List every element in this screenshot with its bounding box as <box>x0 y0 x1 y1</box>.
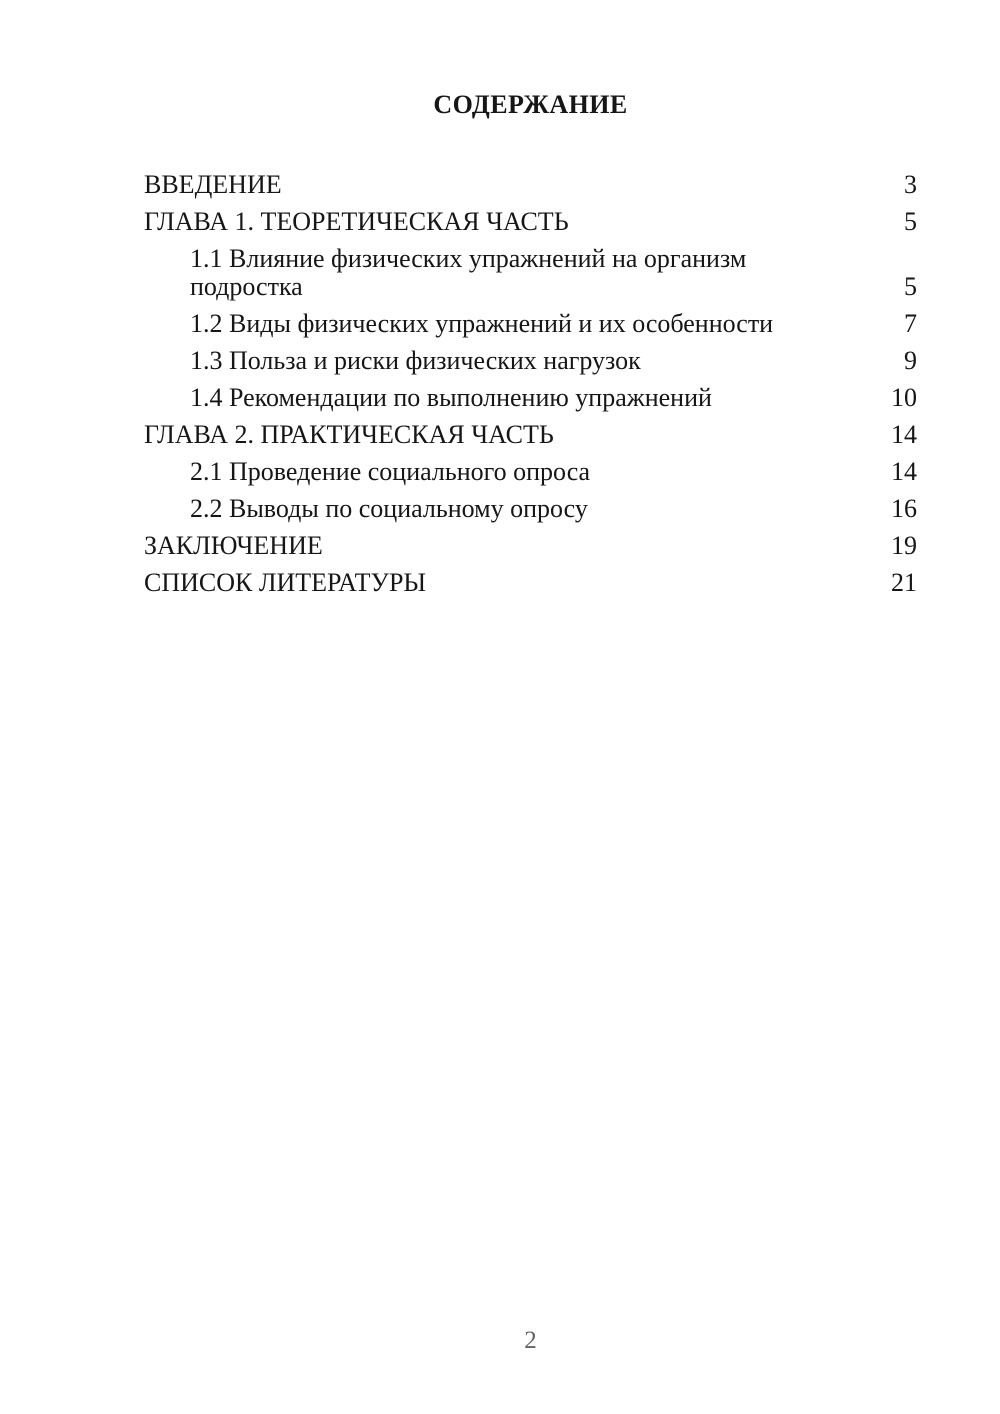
toc-entry-zaklyuchenie <box>144 532 917 560</box>
toc-entry-label: ВВЕДЕНИЕ <box>144 170 282 199</box>
toc-entry-label: СПИСОК ЛИТЕРАТУРЫ <box>144 568 427 597</box>
toc-entry-label: 1.3 Польза и риски физических нагрузок <box>190 346 641 375</box>
toc-entry-page-number: 5 <box>904 272 917 301</box>
toc-entry-1-1 <box>144 245 917 301</box>
toc-entry-label: 1.4 Рекомендации по выполнению упражнений <box>190 383 712 412</box>
toc-entry-2-1 <box>144 458 917 486</box>
toc-entry-2-2 <box>144 495 917 523</box>
toc-entry-label: 2.2 Выводы по социальному опросу <box>190 494 588 523</box>
toc-entry-page-number: 16 <box>891 494 917 523</box>
toc-entry-page-number: 9 <box>904 346 917 375</box>
toc-entry-label: ЗАКЛЮЧЕНИЕ <box>144 531 323 560</box>
toc-entry-page-number: 5 <box>904 207 917 236</box>
toc-entry-label: ГЛАВА 1. ТЕОРЕТИЧЕСКАЯ ЧАСТЬ <box>144 207 569 236</box>
toc-entry-label: ГЛАВА 2. ПРАКТИЧЕСКАЯ ЧАСТЬ <box>144 420 554 449</box>
toc-entry-page-number: 7 <box>904 309 917 338</box>
toc-entry-glava-2 <box>144 421 917 449</box>
toc-entry-1-3 <box>144 347 917 375</box>
toc-entry-1-2 <box>144 310 917 338</box>
toc-entry-label: 1.1 Влияние физических упражнений на организм подростка <box>190 244 747 301</box>
toc-entry-1-4 <box>144 384 917 412</box>
toc-entry-vvedenie <box>144 171 917 199</box>
table-of-contents <box>144 171 917 597</box>
toc-entry-page-number: 14 <box>891 457 917 486</box>
toc-entry-label: 1.2 Виды физических упражнений и их особенности <box>190 309 774 338</box>
page-title: СОДЕРЖАНИЕ <box>433 90 628 119</box>
toc-entry-page-number: 10 <box>891 383 917 412</box>
footer-page-number: 2 <box>524 1327 537 1354</box>
toc-entry-glava-1 <box>144 208 917 236</box>
toc-entry-spisok-literatury <box>144 569 917 597</box>
toc-entry-page-number: 14 <box>891 420 917 449</box>
toc-entry-label: 2.1 Проведение социального опроса <box>190 457 591 486</box>
toc-entry-page-number: 21 <box>891 568 917 597</box>
toc-entry-page-number: 19 <box>891 531 917 560</box>
toc-entry-page-number: 3 <box>904 170 917 199</box>
